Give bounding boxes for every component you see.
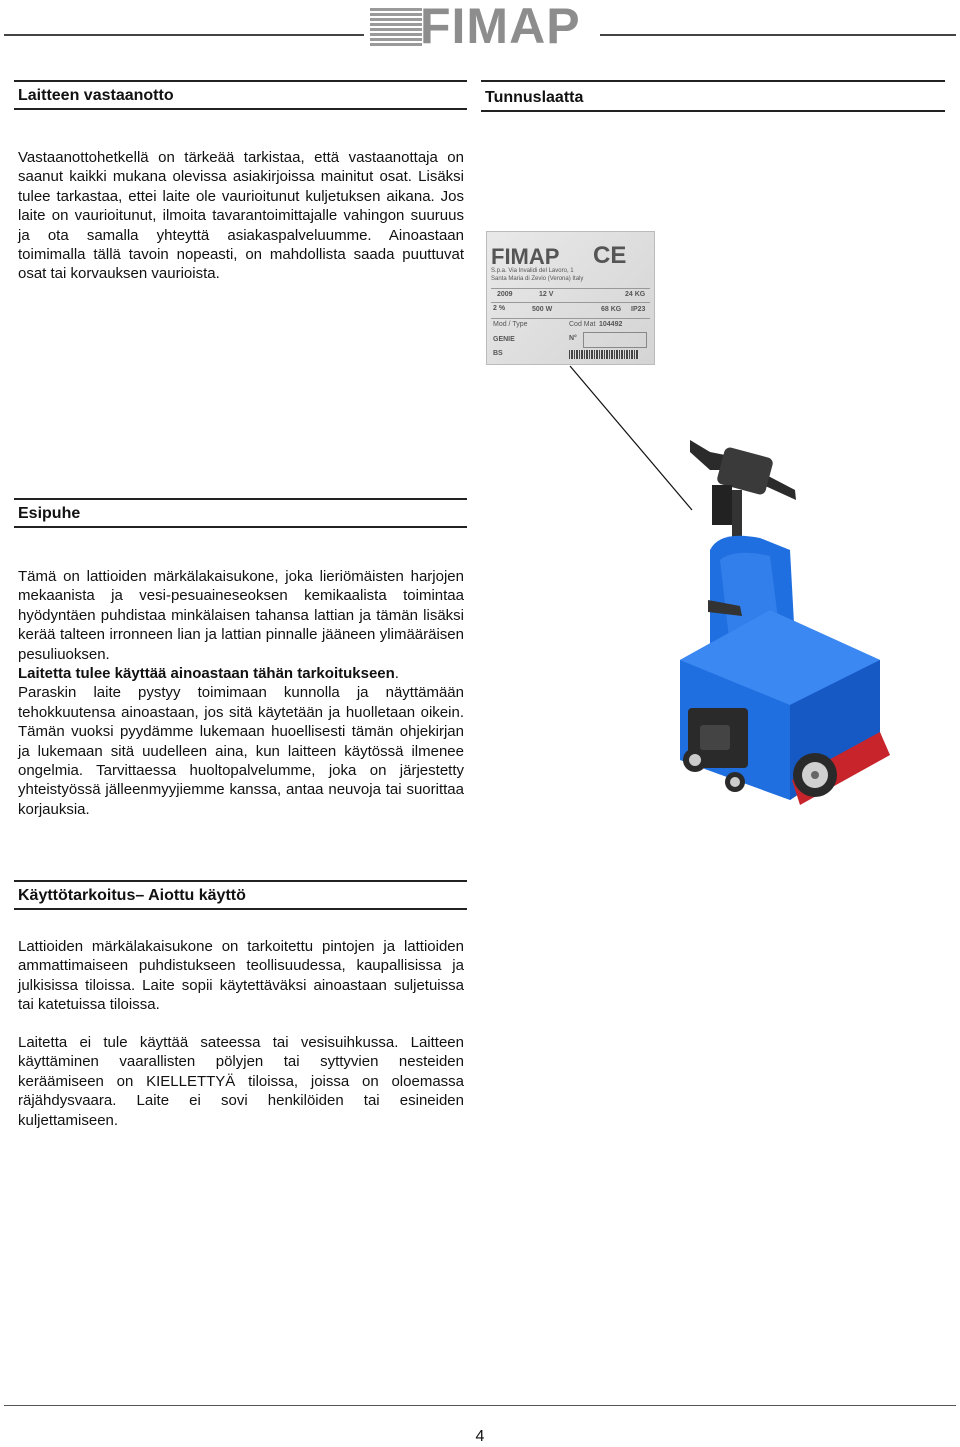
nameplate-cod-value: 104492 [599,321,623,328]
nameplate-weight: 24 KG [625,291,646,298]
section-header-nameplate [481,80,945,112]
reception-paragraph: Vastaanottohetkellä on tärkeää tarkistaa, että vastaanottaja on saanut kaikki mukana olevissa asiakirjoissa mainitut osat. Lisäksi tulee tarkastaa, ettei laite ole vaurioitunut kuljetuksen aikana. Jos laite on vaurioitunut, ilmoita tavarantoimittajalle vahingon suuruus ja ota samalla yhteyttä asiakaspalveluumme. Ainoastaan toimimalla tällä tavoin nopeasti, on mahdollista saada puuttuvat osat tai korvauksen vaurioista. [18,149,464,283]
nameplate-address-2: Santa Maria di Zevio (Verona) Italy [491,276,584,282]
nameplate-model: GENIE [493,336,515,343]
section-header-reception [14,80,467,110]
barcode-icon [569,350,639,359]
ce-mark: CE [593,242,627,269]
nameplate-voltage: 12 V [539,291,554,298]
foreword-bold-statement: Laitetta tulee käyttää ainoastaan tähän tarkoitukseen [18,665,395,683]
header-rule-left [4,34,364,36]
nameplate-image [486,231,655,365]
section-title: Tunnuslaatta [485,89,584,106]
nameplate-serial-label: N° [569,335,577,342]
nameplate-ip: IP23 [631,306,646,313]
section-title: Laitteen vastaanotto [18,87,174,104]
fimap-logo [370,0,595,54]
nameplate-power: 500 W [532,306,553,313]
serial-box [583,332,647,348]
section-title: Käyttötarkoitus– Aiottu käyttö [18,887,246,904]
page-number: 4 [475,1428,485,1445]
nameplate-slope: 2 % [493,305,506,312]
nameplate-cod-label: Cod Mat [569,321,596,328]
section-header-intended-use [14,880,467,910]
nameplate-variant: BS [493,350,503,357]
footer-rule [4,1405,956,1406]
header-rule-right [600,34,956,36]
nameplate-logo: FIMAP [491,244,560,269]
nameplate-mod-label: Mod / Type [493,321,528,328]
nameplate-year: 2009 [497,291,513,298]
nameplate-address-1: S.p.a. Via Invalidi del Lavoro, 1 [491,268,574,274]
intended-use-paragraph-2: Laitetta ei tule käyttää sateessa tai vesisuihkussa. Laitteen käyttäminen vaarallisten pölyjen tai syttyvien nesteiden keräämiseen on KIELLETTYÄ tiloissa, joissa on oloemassa räjähdysvaara. Laite ei sovi henkilöiden tai esineiden kuljettamiseen. [18,1034,464,1129]
machine-illustration [560,360,930,830]
foreword-paragraph: Tämä on lattioiden märkälakaisukone, joka lieriömäisten harjojen mekaanista ja vesi-pesuaineseoksen kemikaalista toimintaa hyödyntäen puhdistaa minkälaisen tahansa lattian ja tämän lisäksi kerää talteen irronneen lian ja lattian pinnalle jääneen ylimääräisen pesuliuoksen. Laitetta tulee käyttää ainoastaan tähän tarkoitukseen. Paraskin laite pystyy toimimaan kunnolla ja näyttämään tehokkuutensa ainoastaan, jos sitä käytetään ja huolletaan oikein. Tämän vuoksi pyydämme lukemaan huoellisesti tämän ohjekirjan ja lukemaan sitä uudelleen aina, kun laitteen käytössä ilmenee ongelmia. Tarvittaessa huoltopalvelumme, joka on järjestetty yhteistyössä jälleenmyyjiemme kanssa, antaa neuvoja tai suorittaa korjauksia. [18,568,464,818]
section-header-foreword [14,498,467,528]
logo-text: FIMAP [420,0,581,54]
nameplate-total-weight: 68 KG [601,306,622,313]
logo-stripes-icon [370,8,422,46]
intended-use-paragraph-1: Lattioiden märkälakaisukone on tarkoitettu pintojen ja lattioiden ammattimaiseen puhdistukseen teollisuudessa, kaupallisissa ja julkisissa tiloissa. Laite sopii käytettäväksi ainoastaan suljetuissa tai katetuissa tiloissa. [18,938,464,1014]
section-title: Esipuhe [18,505,81,522]
